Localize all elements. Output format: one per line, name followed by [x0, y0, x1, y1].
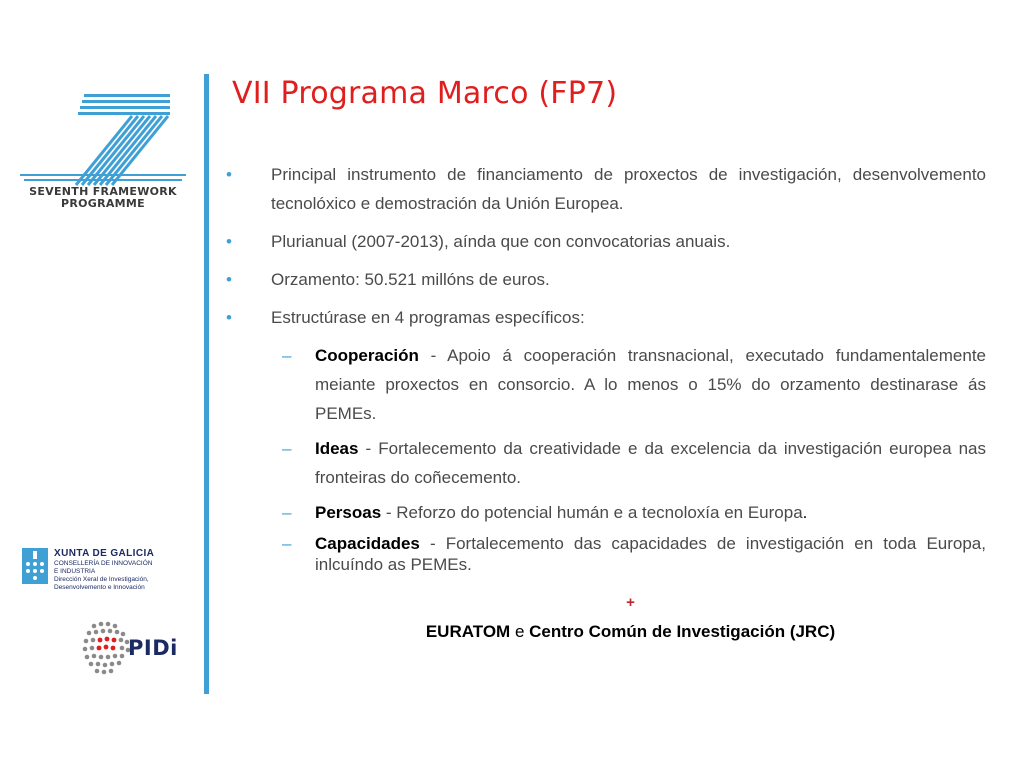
xunta-logo [22, 548, 202, 608]
footer-jrc: Centro Común de Investigación (JRC) [529, 622, 836, 641]
bullet-item [226, 303, 986, 332]
xunta-line4: Desenvolvemento e Innovación [54, 584, 145, 591]
program-description: - Apoio á cooperación transnacional, executado fundamentalemente meiante proxectos en consorcio. A lo menos o 15% do orzamento destinarase ás PEMEs. [315, 346, 986, 423]
vertical-divider [204, 74, 209, 694]
program-description: - Fortalecemento das capacidades de investigación en toda Europa, inlcuíndo as PEMEs. [315, 534, 986, 574]
fp7-logo-text [18, 186, 188, 210]
footer-euratom: EURATOM [425, 622, 511, 641]
plus-sign: + [626, 594, 635, 611]
slide-title: VII Programa Marco (FP7) [232, 76, 618, 111]
bullet-text: Plurianual (2007-2013), aínda que con convocatorias anuais. [271, 232, 731, 251]
bullet-item [226, 265, 986, 294]
dash-icon: – [282, 534, 292, 553]
dash-icon: – [282, 439, 292, 458]
bullet-item [226, 227, 986, 256]
bullet-text: Estructúrase en 4 programas específicos: [271, 308, 585, 327]
ipidi-globe-icon [80, 618, 132, 678]
bullet-item [226, 160, 986, 218]
galicia-shield-icon [22, 548, 48, 584]
slide-content [226, 160, 986, 581]
xunta-line1: CONSELLERÍA DE INNOVACIÓN [54, 560, 153, 567]
subbullet-persoas [282, 498, 986, 527]
program-name: Capacidades [315, 534, 420, 553]
fp7-line2: PROGRAMME [60, 197, 145, 210]
subbullet-cooperacion [282, 341, 986, 428]
xunta-text [54, 548, 204, 592]
subbullet-ideas [282, 434, 986, 492]
subbullet-capacidades [282, 533, 986, 575]
bullet-text: Orzamento: 50.521 millóns de euros. [271, 270, 550, 289]
xunta-title: XUNTA DE GALICIA [54, 548, 155, 559]
program-name: Cooperación [315, 346, 419, 365]
xunta-line3: Dirección Xeral de Investigación, [54, 576, 149, 583]
ipidi-logo [80, 618, 190, 678]
bullet-dot-icon: • [226, 232, 232, 251]
footer-connector: e [510, 622, 530, 641]
fp7-line1: SEVENTH FRAMEWORK [29, 185, 177, 198]
bullet-dot-icon: • [226, 165, 232, 184]
bullet-dot-icon: • [226, 270, 232, 289]
dash-icon: – [282, 503, 292, 522]
program-name: Ideas [315, 439, 359, 458]
xunta-line2: E INDUSTRIA [54, 568, 96, 575]
bullet-text: Principal instrumento de financiamento de proxectos de investigación, desenvolvemento tecnolóxico e demostración da Unión Europea. [271, 165, 986, 213]
program-description: - Fortalecemento da creatividade e da excelencia da investigación europea nas fronteiras do coñecemento. [315, 439, 986, 487]
program-description: - Reforzo do potencial humán e a tecnoloxía en Europa [381, 503, 803, 522]
footer-line [232, 622, 1024, 642]
program-tail: . [802, 503, 808, 522]
dash-icon: – [282, 346, 292, 365]
program-name: Persoas [315, 503, 382, 522]
ipidi-label: PIDi [128, 636, 178, 660]
bullet-dot-icon: • [226, 308, 232, 327]
